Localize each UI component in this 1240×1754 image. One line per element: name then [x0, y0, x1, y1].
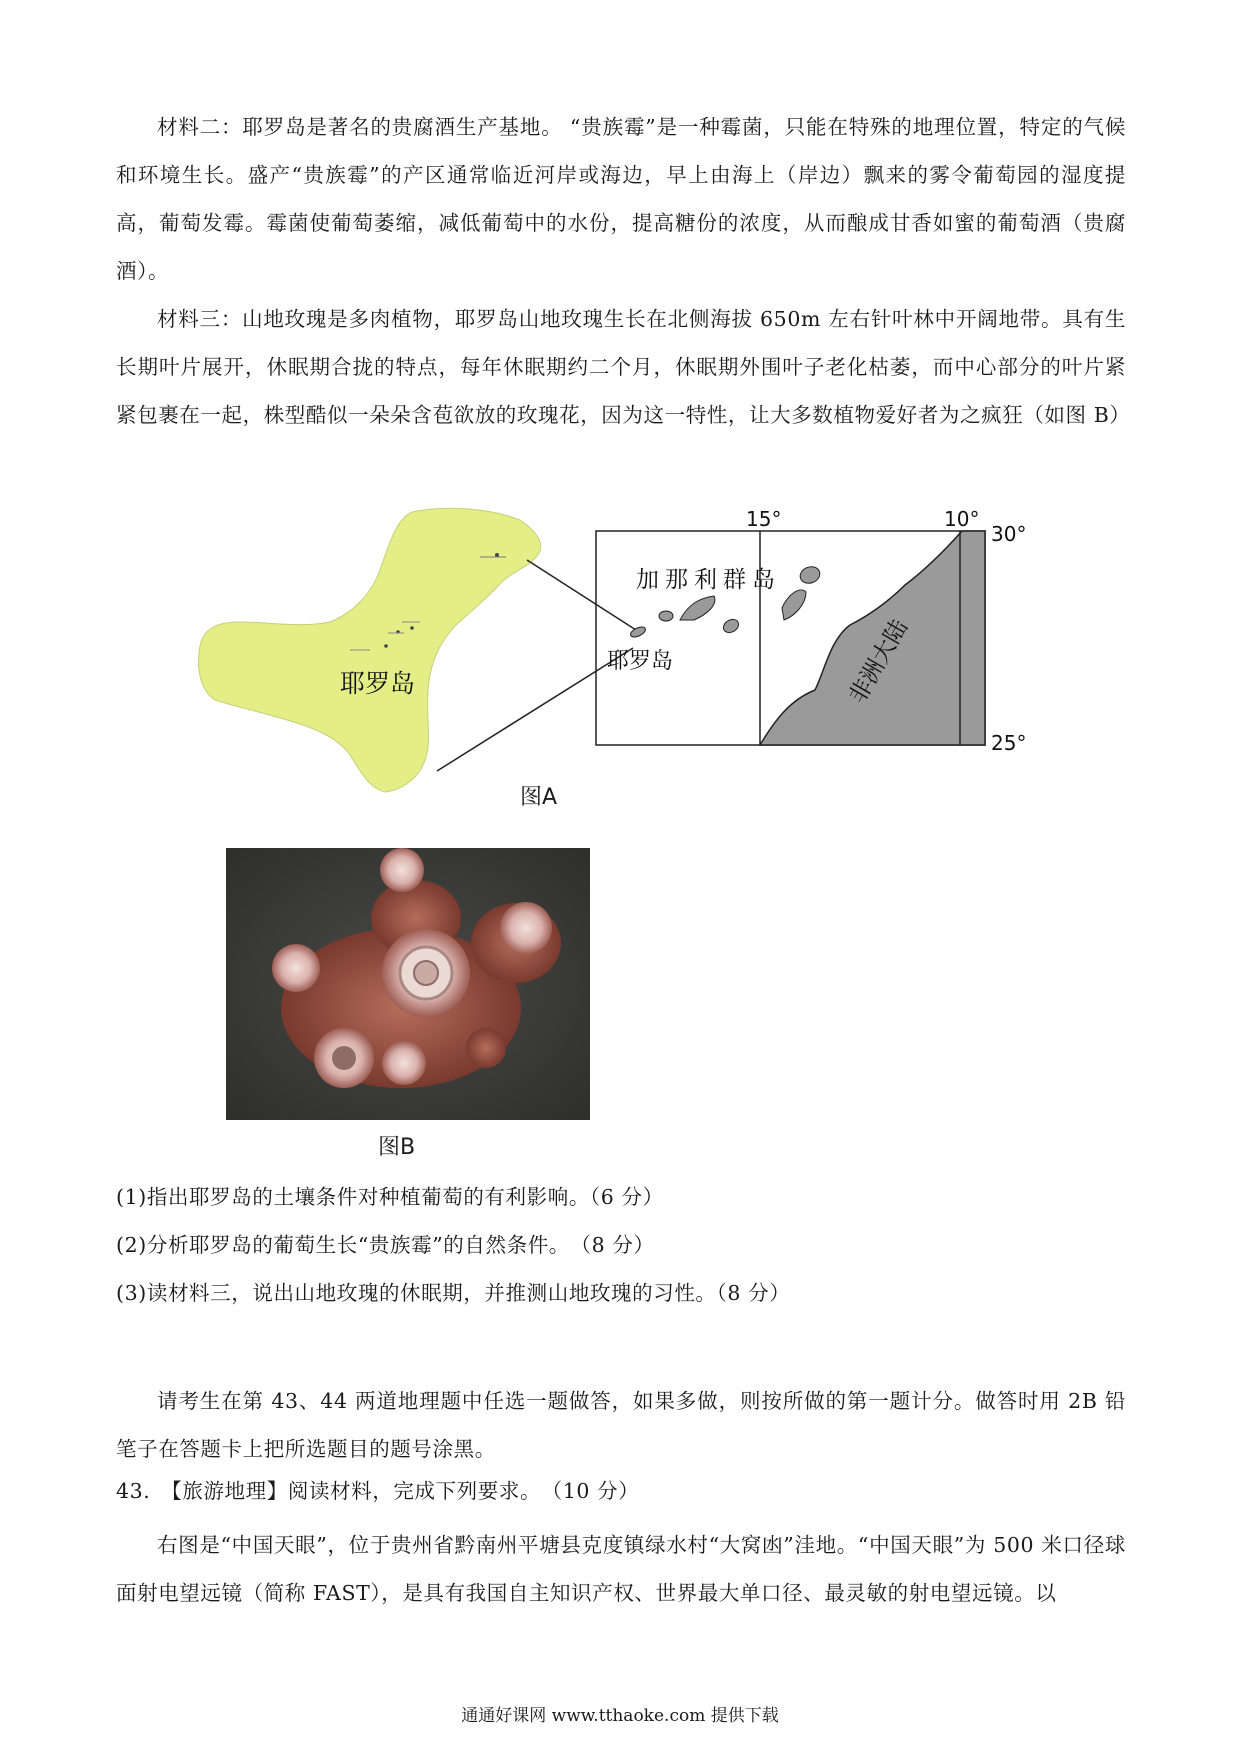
island-shape-inset [659, 611, 673, 621]
selection-instruction: 请考生在第 43、44 两道地理题中任选一题做答，如果多做，则按所做的第一题计分。做答时用 2B 铅笔子在答题卡上把所选题目的题号涂黑。 [116, 1389, 1126, 1461]
longitude-15-label: 15° [746, 507, 782, 531]
question-3: (3)读材料三，说出山地玫瑰的休眠期，并推测山地玫瑰的习性。（8 分） [116, 1281, 791, 1305]
connector-line [437, 648, 633, 771]
latitude-30-label: 30° [991, 522, 1027, 546]
island-shape-inset [798, 564, 822, 586]
africa-landmass [760, 531, 985, 745]
canary-islands-label: 加那利群岛 [636, 567, 781, 593]
latitude-25-label: 25° [991, 731, 1027, 755]
q43-header: 43. 【旅游地理】阅读材料，完成下列要求。 （10 分） [116, 1479, 640, 1503]
figure-a-caption: 图A [520, 785, 558, 810]
rosette-small-core [332, 1046, 356, 1070]
island-shape-inset [721, 617, 741, 635]
figure-b-caption: 图B [378, 1135, 416, 1160]
figure-a-map [0, 490, 1240, 820]
rosette-small [500, 902, 552, 954]
longitude-10-label: 10° [944, 507, 980, 531]
question-1: (1)指出耶罗岛的土壤条件对种植葡萄的有利影响。（6 分） [116, 1185, 664, 1209]
town-dot [410, 626, 414, 630]
rosette-small [382, 1041, 426, 1085]
rosette-small [380, 848, 424, 892]
connector-line [527, 560, 636, 630]
island-label: 耶罗岛 [340, 669, 416, 698]
material3-paragraph: 材料三：山地玫瑰是多肉植物，耶罗岛山地玫瑰生长在北侧海拔 650m 左右针叶林中开阔地带。具有生长期叶片展开，休眠期合拢的特点，每年休眠期约二个月，休眠期外围叶子老化枯萎，而中心部分的叶片紧紧包裹在一起，株型酷似一朵朵含苞欲放的玫瑰花，因为这一特性，让大多数植物爱好者为之疯狂（如图 B） [116, 307, 1131, 427]
figure-b-photo [226, 848, 590, 1120]
island-shape-inset [680, 596, 715, 620]
q43-paragraph: 右图是“中国天眼”，位于贵州省黔南州平塘县克度镇绿水村“大窝凼”洼地。“中国天眼”为 500 米口径球面射电望远镜（简称 FAST），是具有我国自主知识产权、世界最大单口径、最灵敏的射电望远镜。以 [116, 1533, 1126, 1605]
page-footer: 通通好课网 www.tthaoke.com 提供下载 [461, 1706, 779, 1726]
inset-hierro-label: 耶罗岛 [607, 649, 674, 674]
island-shape-inset [782, 590, 806, 620]
rosette-small [272, 944, 320, 992]
town-dot [495, 553, 499, 557]
question-2: (2)分析耶罗岛的葡萄生长“贵族霉”的自然条件。 （8 分） [116, 1233, 655, 1257]
dried-leaves [466, 1028, 506, 1068]
rosette-core [414, 961, 438, 985]
town-dot [384, 644, 388, 648]
africa-label: 非洲大陆 [844, 615, 914, 708]
material2-paragraph: 材料二：耶罗岛是著名的贵腐酒生产基地。 “贵族霉”是一种霉菌，只能在特殊的地理位置，特定的气候和环境生长。盛产“贵族霉”的产区通常临近河岸或海边，早上由海上（岸边）飘来的雾令葡萄园的湿度提高，葡萄发霉。霉菌使葡萄萎缩，减低葡萄中的水份，提高糖份的浓度，从而酿成甘香如蜜的葡萄酒（贵腐酒）。 [116, 115, 1126, 283]
